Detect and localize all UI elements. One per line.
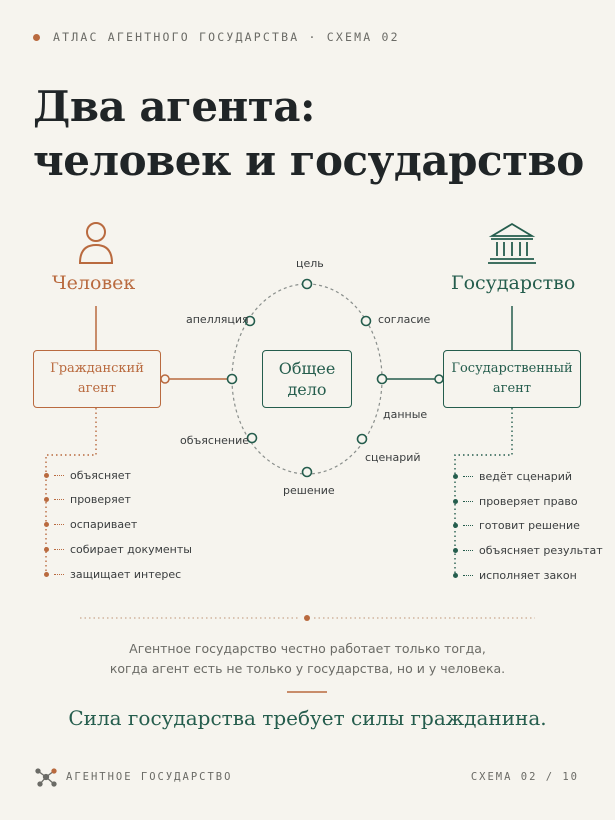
title-line-2: человек и государство xyxy=(33,136,584,185)
ring-label-scenario: сценарий xyxy=(365,451,421,464)
statement-line-1: Агентное государство честно работает только тогда, xyxy=(129,641,486,656)
ring-node-goal xyxy=(303,280,312,289)
title-line-1: Два агента: xyxy=(33,82,316,131)
civic-agent-line-2: агент xyxy=(77,381,117,396)
ring-node-decision xyxy=(303,468,312,477)
list-item: исполняет закон xyxy=(453,569,577,582)
state-actions-list xyxy=(453,0,613,600)
footer-page-number: СХЕМА 02 / 10 xyxy=(470,771,579,783)
list-item: защищает интерес xyxy=(44,568,181,581)
list-item: объясняет результат xyxy=(453,544,603,557)
footer-brand: АГЕНТНОЕ ГОСУДАРСТВО xyxy=(66,771,233,783)
list-item: проверяет xyxy=(44,493,131,506)
list-item: собирает документы xyxy=(44,543,192,556)
section-divider-dot xyxy=(304,615,310,621)
state-agent-line-2: агент xyxy=(492,381,532,396)
list-item: готовит решение xyxy=(453,519,580,532)
state-port xyxy=(435,375,443,383)
ring-label-goal: цель xyxy=(296,257,324,270)
common-cause-line-1: Общее xyxy=(278,359,336,378)
list-item: объясняет xyxy=(44,469,131,482)
ring-node-right xyxy=(378,375,387,384)
list-item: ведёт сценарий xyxy=(453,470,572,483)
ring-label-consent: согласие xyxy=(378,313,431,326)
statement-text xyxy=(0,639,615,679)
statement-line-2: когда агент есть не только у государства, но и у человека. xyxy=(109,661,506,676)
list-item: проверяет право xyxy=(453,495,578,508)
state-agent-line-1: Государственный xyxy=(451,361,573,376)
kicker-text: АТЛАС АГЕНТНОГО ГОСУДАРСТВА · СХЕМА 02 xyxy=(53,30,400,44)
ring-label-decision: решение xyxy=(283,484,335,497)
ring-node-scenario xyxy=(358,435,367,444)
network-icon xyxy=(36,769,56,786)
common-cause-line-2: дело xyxy=(287,380,327,399)
punchline: Сила государства требует силы гражданина. xyxy=(68,706,547,730)
human-label: Человек xyxy=(52,272,136,294)
common-cause-box xyxy=(262,350,352,408)
ring-label-explanation: объяснение xyxy=(180,434,250,447)
ring-label-appeal: апелляция xyxy=(186,313,249,326)
list-item: оспаривает xyxy=(44,518,137,531)
human-actions-list xyxy=(44,0,244,600)
civic-agent-line-1: Гражданский xyxy=(50,361,144,376)
ring-node-consent xyxy=(362,317,371,326)
ring-label-data: данные xyxy=(383,408,428,421)
state-label: Государство xyxy=(451,272,576,294)
